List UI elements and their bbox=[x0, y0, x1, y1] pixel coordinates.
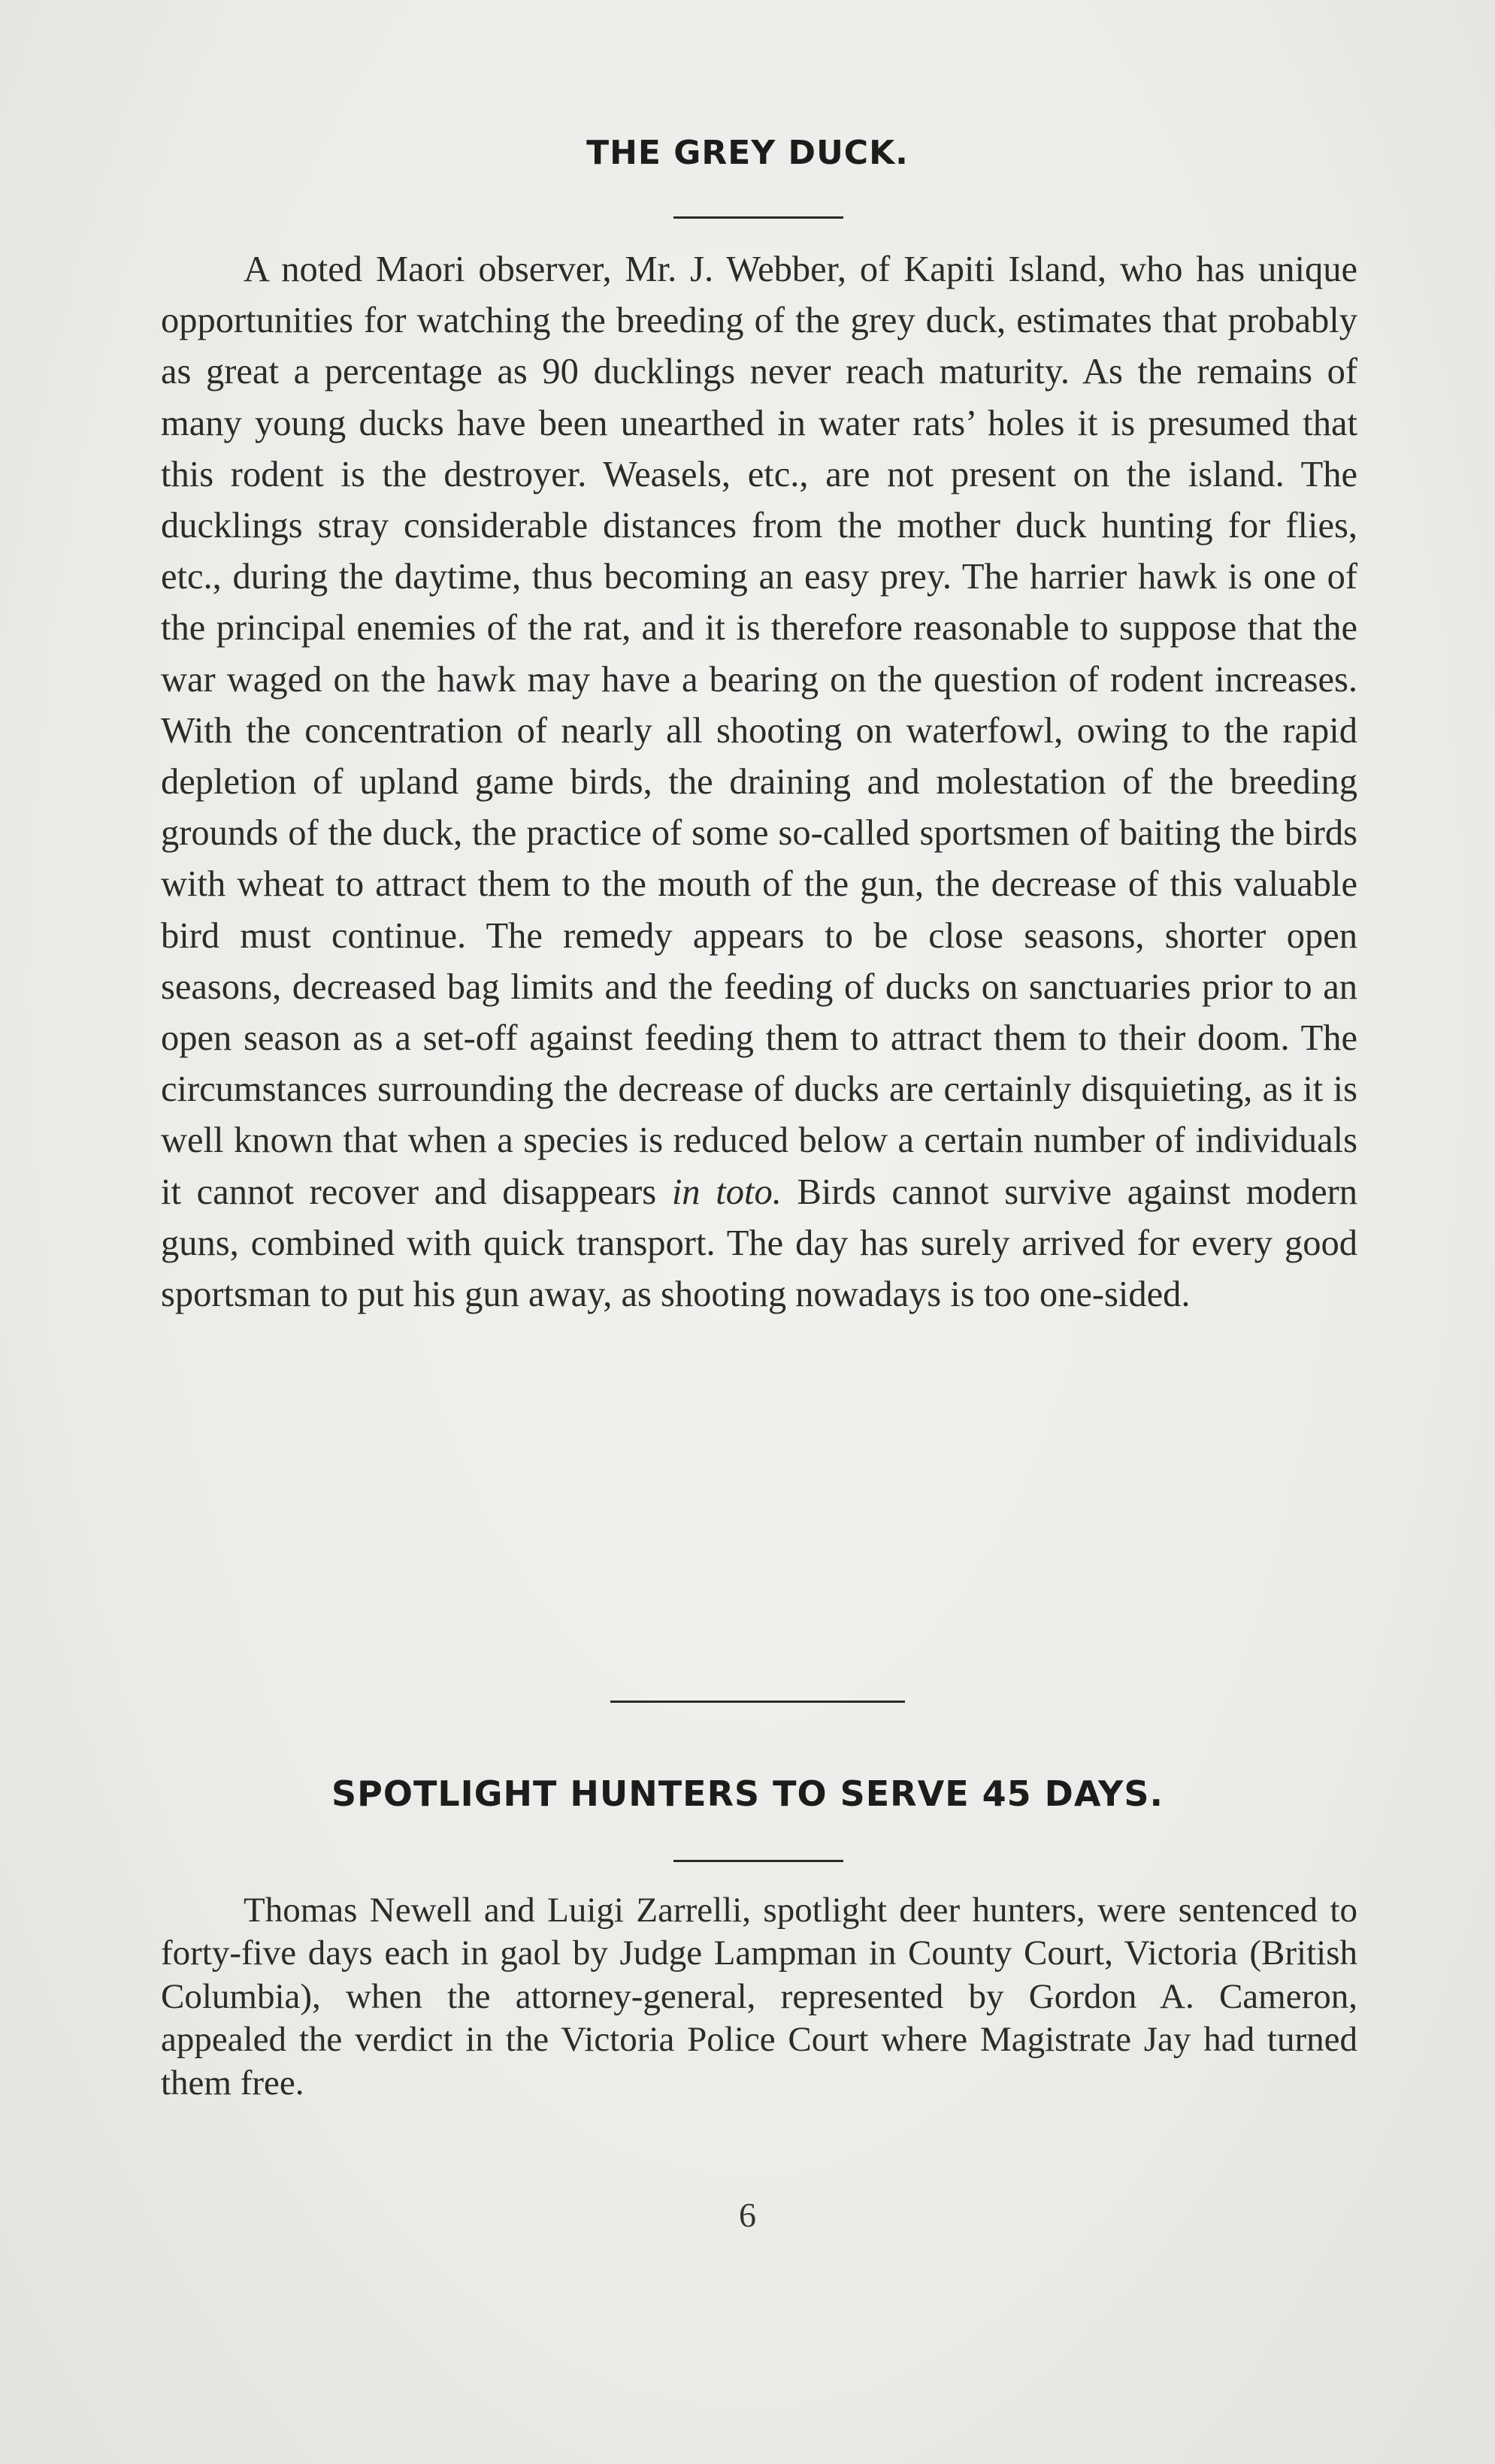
article-title-grey-duck: THE GREY DUCK. bbox=[586, 134, 909, 172]
italic-phrase: in toto. bbox=[671, 1172, 782, 1212]
page-number: 6 bbox=[739, 2196, 756, 2234]
body-text-segment: A noted Maori observer, Mr. J. Webber, of Kapiti Island, who has unique opportunities for watching the breeding of the grey duck, estimates that probably as great a percentage as 90 ducklings never reach maturity. As the remains of many young ducks have been unearthed in water rats’ holes it is presumed that this rodent is the destroyer. Weasels, etc., are not present on the island. The ducklings stray considerable distances from the mother duck hunting for flies, etc., during the daytime, thus becoming an easy prey. The harrier hawk is one of the principal enemies of the rat, and it is therefore reasonable to suppose that the war waged on the hawk may have a bearing on the question of rodent increases. With the concentration of nearly all shooting on waterfowl, owing to the rapid depletion of upland game birds, the draining and molestation of the breeding grounds of the duck, the practice of some so-called sportsmen of baiting the birds with wheat to attract them to the mouth of the gun, the decrease of this valuable bird must continue. The remedy appears to be close seasons, shorter open seasons, decreased bag limits and the feeding of ducks on sanctuaries prior to an open season as a set-off against feeding them to attract them to their doom. The circumstances surrounding the decrease of ducks are certainly disquieting, as it is well known that when a species is reduced below a certain number of individuals it cannot recover and disappears bbox=[161, 249, 1357, 1212]
article-title-spotlight-hunters: SPOTLIGHT HUNTERS TO SERVE 45 DAYS. bbox=[331, 1773, 1164, 1814]
article-body-grey-duck bbox=[161, 244, 1357, 1320]
title-underline-rule bbox=[673, 216, 843, 219]
body-text-segment: Thomas Newell and Luigi Zarrelli, spotlight deer hunters, were sentenced to forty-five days each in gaol by Judge Lampman in County Court, Victoria (British Columbia), when the attorney-general, represented by Gordon A. Cameron, appealed the verdict in the Victoria Police Court where Magistrate Jay had turned them free. bbox=[161, 1891, 1357, 2103]
body-text-segment: Birds cannot survive against modern guns, combined with quick transport. The day has surely arrived for every good sportsman to put his gun away, as shooting nowadays is too one-sided. bbox=[161, 1172, 1357, 1315]
section-separator-rule bbox=[610, 1701, 905, 1703]
title-underline-rule bbox=[673, 1860, 843, 1862]
article-body-spotlight-hunters bbox=[161, 1889, 1357, 2105]
